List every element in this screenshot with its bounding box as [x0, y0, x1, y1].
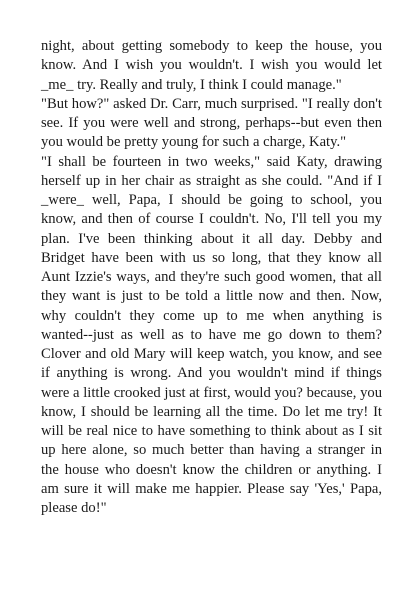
paragraph-2: "But how?" asked Dr. Carr, much surprised. "I really don't see. If you were well and strong, perhaps--but even then you would be pretty young for such a charge, Katy." — [41, 95, 382, 151]
paragraph-1: night, about getting somebody to keep the house, you know. And I wish you wouldn't. I wish you would let _me_ try. Really and truly, I think I could manage." — [41, 38, 382, 93]
paragraph-3: "I shall be fourteen in two weeks," said Katy, drawing herself up in her chair as straight as she could. "And if I _were_ well, Papa, I should be going to school, you know, and then of course I couldn't. No, I'll tell you my plan. I've been thinking about it all day. Debby and Bridget have been with us so long, that they know all Aunt Izzie's ways, and they're such good women, that all they want is just to be told a little now and then. Now, why couldn't they come up to me when anything is wanted--just as well as to have me go down to them? Clover and old Mary will keep watch, you know, and see if anything is wrong. And you wouldn't mind if things were a little crooked just at first, would you? because, you know, I should be learning all the time. Do let me try! It will be real nice to have something to think about as I sit up here alone, so much better than having a stranger in the house who doesn't know the children or anything. I am sure it will make me happier. Please say 'Yes,' Papa, please do!" — [41, 153, 382, 516]
